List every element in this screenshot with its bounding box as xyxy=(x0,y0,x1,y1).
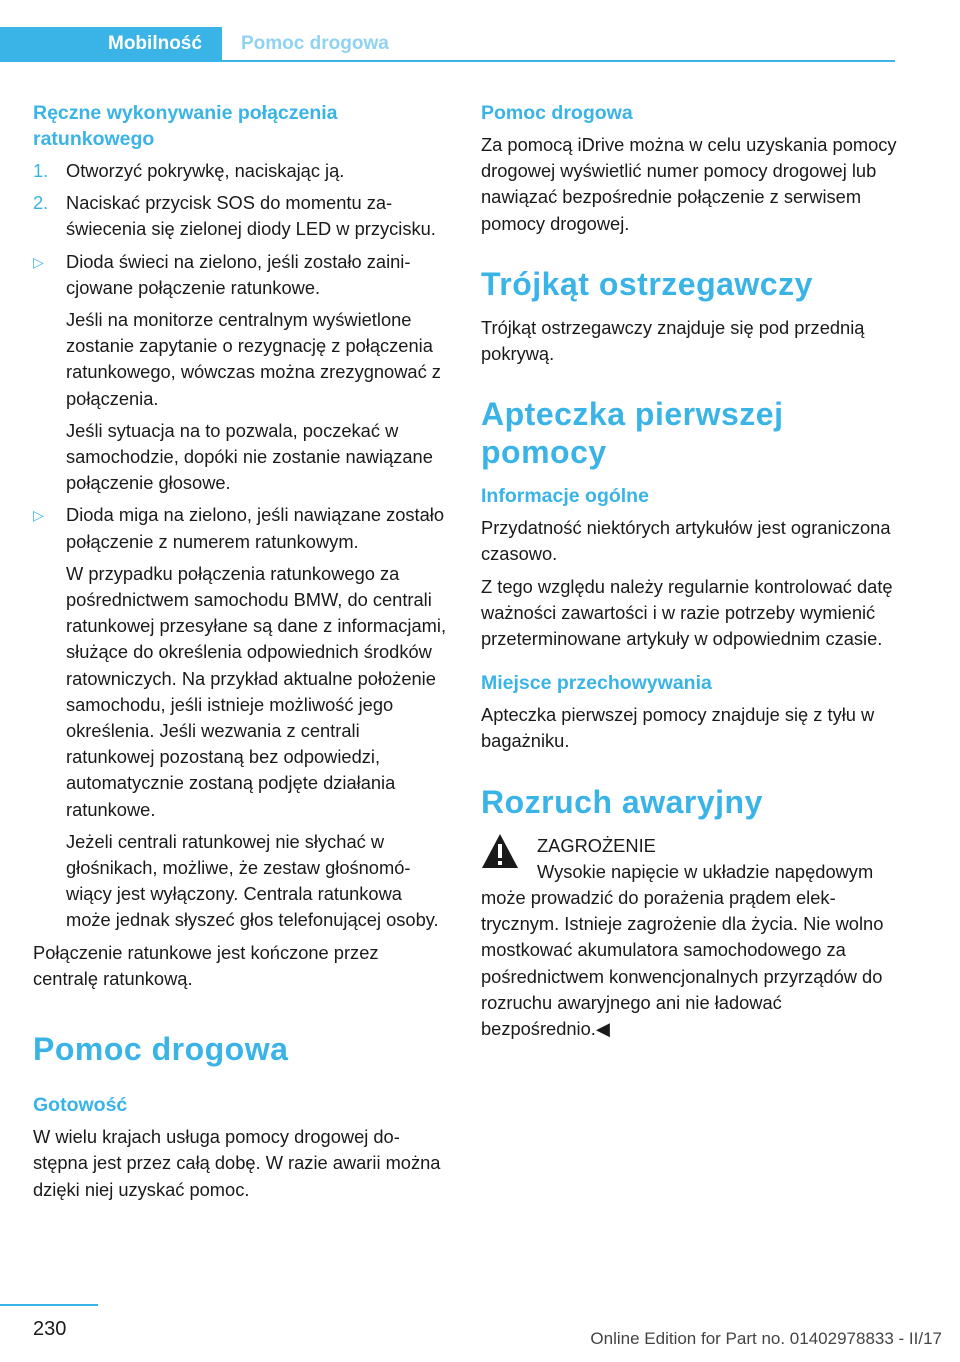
bullet-paragraph: Jeżeli centrali ratunkowej nie słychać w głośnikach, możliwe, że zestaw głośnomówiący jest wyłączony. Centrala ratunkowa może jednak słyszeć głos telefonującej osoby. xyxy=(66,830,439,931)
danger-warning xyxy=(481,833,901,1043)
heading-roadside-assistance-sub: Pomoc drogowa xyxy=(481,102,633,124)
warning-title: ZAGROŻENIE xyxy=(537,834,656,856)
availability-paragraph: W wielu krajach usługa pomocy drogowej dostępna jest przez całą dobę. W razie awarii można dzięki niej uzyskać pomoc. xyxy=(33,1126,441,1200)
bullet-item xyxy=(33,502,448,554)
heading-warning-triangle: Trójkąt ostrzegawczy xyxy=(481,265,813,302)
heading-roadside-assistance: Pomoc drogowa xyxy=(33,1031,289,1068)
closing-paragraph: Połączenie ratunkowe jest kończone przez centralę ratunkową. xyxy=(33,941,379,989)
heading-manual-emergency-call: Ręczne wykonywanie połączenia ratunkowego xyxy=(33,102,338,150)
step-item xyxy=(33,190,448,242)
left-column xyxy=(33,100,448,1209)
storage-paragraph: Apteczka pierwszej pomocy znajduje się z tyłu w bagażniku. xyxy=(481,704,875,752)
footer-divider xyxy=(0,1304,98,1306)
step-number: 2. xyxy=(33,192,49,214)
heading-general-info: Informacje ogólne xyxy=(481,485,649,508)
heading-storage-location: Miejsce przechowywania xyxy=(481,672,712,695)
header-divider xyxy=(0,60,895,62)
edition-note: Online Edition for Part no. 01402978833 - II/17 xyxy=(590,1329,942,1348)
right-column xyxy=(481,100,901,1042)
page-number: 230 xyxy=(33,1318,67,1340)
step-text: Otworzyć pokrywkę, naciskając ją. xyxy=(66,160,345,181)
header-chapter-tab: Pomoc drogowa xyxy=(241,33,389,54)
triangle-paragraph: Trójkąt ostrzegawczy znajduje się pod przednią pokrywą. xyxy=(481,316,865,365)
triangle-bullet-icon: ▷ xyxy=(33,253,44,270)
heading-jump-start: Rozruch awaryjny xyxy=(481,783,763,820)
bullet-paragraph: Jeśli sytuacja na to pozwala, poczekać w samochodzie, dopóki nie zostanie nawiązane połączenie głosowe. xyxy=(66,419,433,494)
bullet-text: Dioda świeci na zielono, jeśli zostało zainicjowane połączenie ratunkowe. xyxy=(66,250,411,298)
bullet-item xyxy=(33,249,448,301)
step-item xyxy=(33,158,448,184)
step-number: 1. xyxy=(33,160,49,181)
bullet-paragraph: W przypadku połączenia ratunkowego za pośrednictwem samochodu BMW, do centrali ratunkowej przesyłane są dane z informacjami, służące do określenia odpowiednich środków ratowniczych. Na przykład aktualne położenie samochodu, jeśli istnieje możliwość jego określenia. Jeśli wezwania z centrali ratunkowej pozostaną bez odpowiedzi, automatycznie zostaną podjęte działania ratunkowe. xyxy=(66,562,447,820)
warning-text-content: Wysokie napięcie w układzie napędowym może prowadzić do porażenia prądem elektrycznym. Istnieje zagrożenie dla życia. Nie wolno mostkować akumulatora samochodowego za pośrednictwem konwencjonalnych przyrządów do rozruchu awaryjnego ani nie ładować bezpośrednio.◀ xyxy=(481,860,884,1040)
step-text: Naciskać przycisk SOS do momentu zaświecenia się zielonej diody LED w przycisku. xyxy=(66,192,436,240)
assistance-paragraph: Za pomocą iDrive można w celu uzyskania pomocy drogowej wyświetlić numer pomocy drogowej lub nawiązać bezpośrednie połączenie z serwisem pomocy drogowej. xyxy=(481,134,897,234)
info-paragraph: Przydatność niektórych artykułów jest ograniczona czasowo. xyxy=(481,517,891,565)
bullet-paragraph: Jeśli na monitorze centralnym wyświetlone zostanie zapytanie o rezygnację z połączenia ratunkowego, wówczas można zrezygnować z połączenia. xyxy=(66,309,441,409)
header-section-tab: Mobilność xyxy=(0,27,222,61)
heading-availability: Gotowość xyxy=(33,1094,128,1117)
triangle-bullet-icon: ▷ xyxy=(33,507,44,524)
info-paragraph: Z tego względu należy regularnie kontrolować datę ważności zawartości i w razie potrzeby wymienić przeterminowane artykuły w odpowiednim czasie. xyxy=(481,575,893,650)
warning-text xyxy=(481,859,901,1042)
heading-first-aid-kit: Apteczka pierwszej pomocy xyxy=(481,396,784,471)
warning-triangle-icon xyxy=(481,833,519,869)
bullet-text: Dioda miga na zielono, jeśli nawiązane zostało połączenie z numerem ratunkowym. xyxy=(66,504,445,552)
